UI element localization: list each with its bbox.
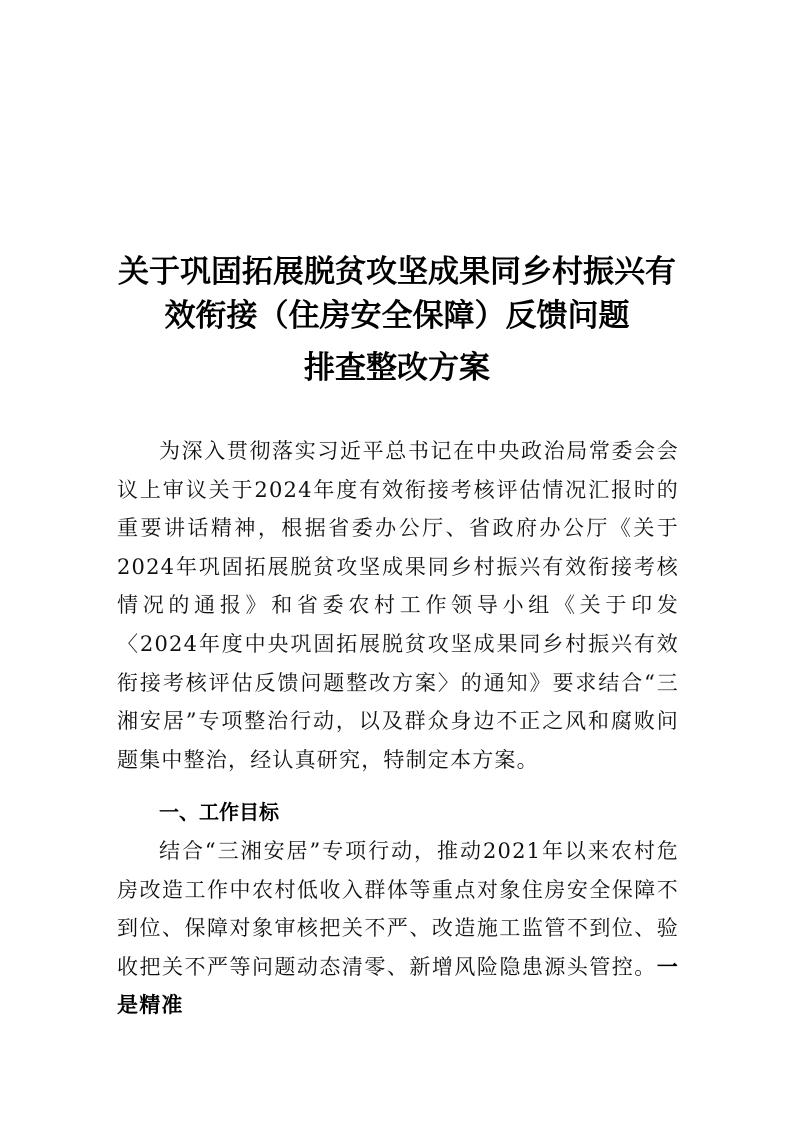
title-line-2: 效衔接（住房安全保障）反馈问题 <box>164 298 630 334</box>
section-1-heading: 一、工作目标 <box>159 800 279 824</box>
section-1-paragraph <box>117 832 679 1025</box>
title-line-1: 关于巩固拓展脱贫攻坚成果同乡村振兴有 <box>118 254 676 290</box>
section-1-bold-phrase: 一是精准 <box>117 954 679 1018</box>
section-1-paragraph-text: 结合“三湘安居”专项行动，推动2021年以来农村危房改造工作中农村低收入群体等重点对象住房安全保障不到位、保障对象审核把关不严、改造施工监管不到位、验收把关不严等问题动态清零、新增风险隐患源头管控。 <box>117 839 679 979</box>
intro-paragraph: 为深入贯彻落实习近平总书记在中央政治局常委会会议上审议关于2024年度有效衔接考核评估情况汇报时的重要讲话精神，根据省委办公厅、省政府办公厅《关于2024年巩固拓展脱贫攻坚成果同乡村振兴有效衔接考核情况的通报》和省委农村工作领导小组《关于印发〈2024年度中央巩固拓展脱贫攻坚成果同乡村振兴有效衔接考核评估反馈问题整改方案〉的通知》要求结合“三湘安居”专项整治行动，以及群众身边不正之风和腐败问题集中整治，经认真研究，特制定本方案。 <box>117 439 679 772</box>
title-line-3: 排查整改方案 <box>304 350 490 386</box>
document-title <box>100 250 694 390</box>
